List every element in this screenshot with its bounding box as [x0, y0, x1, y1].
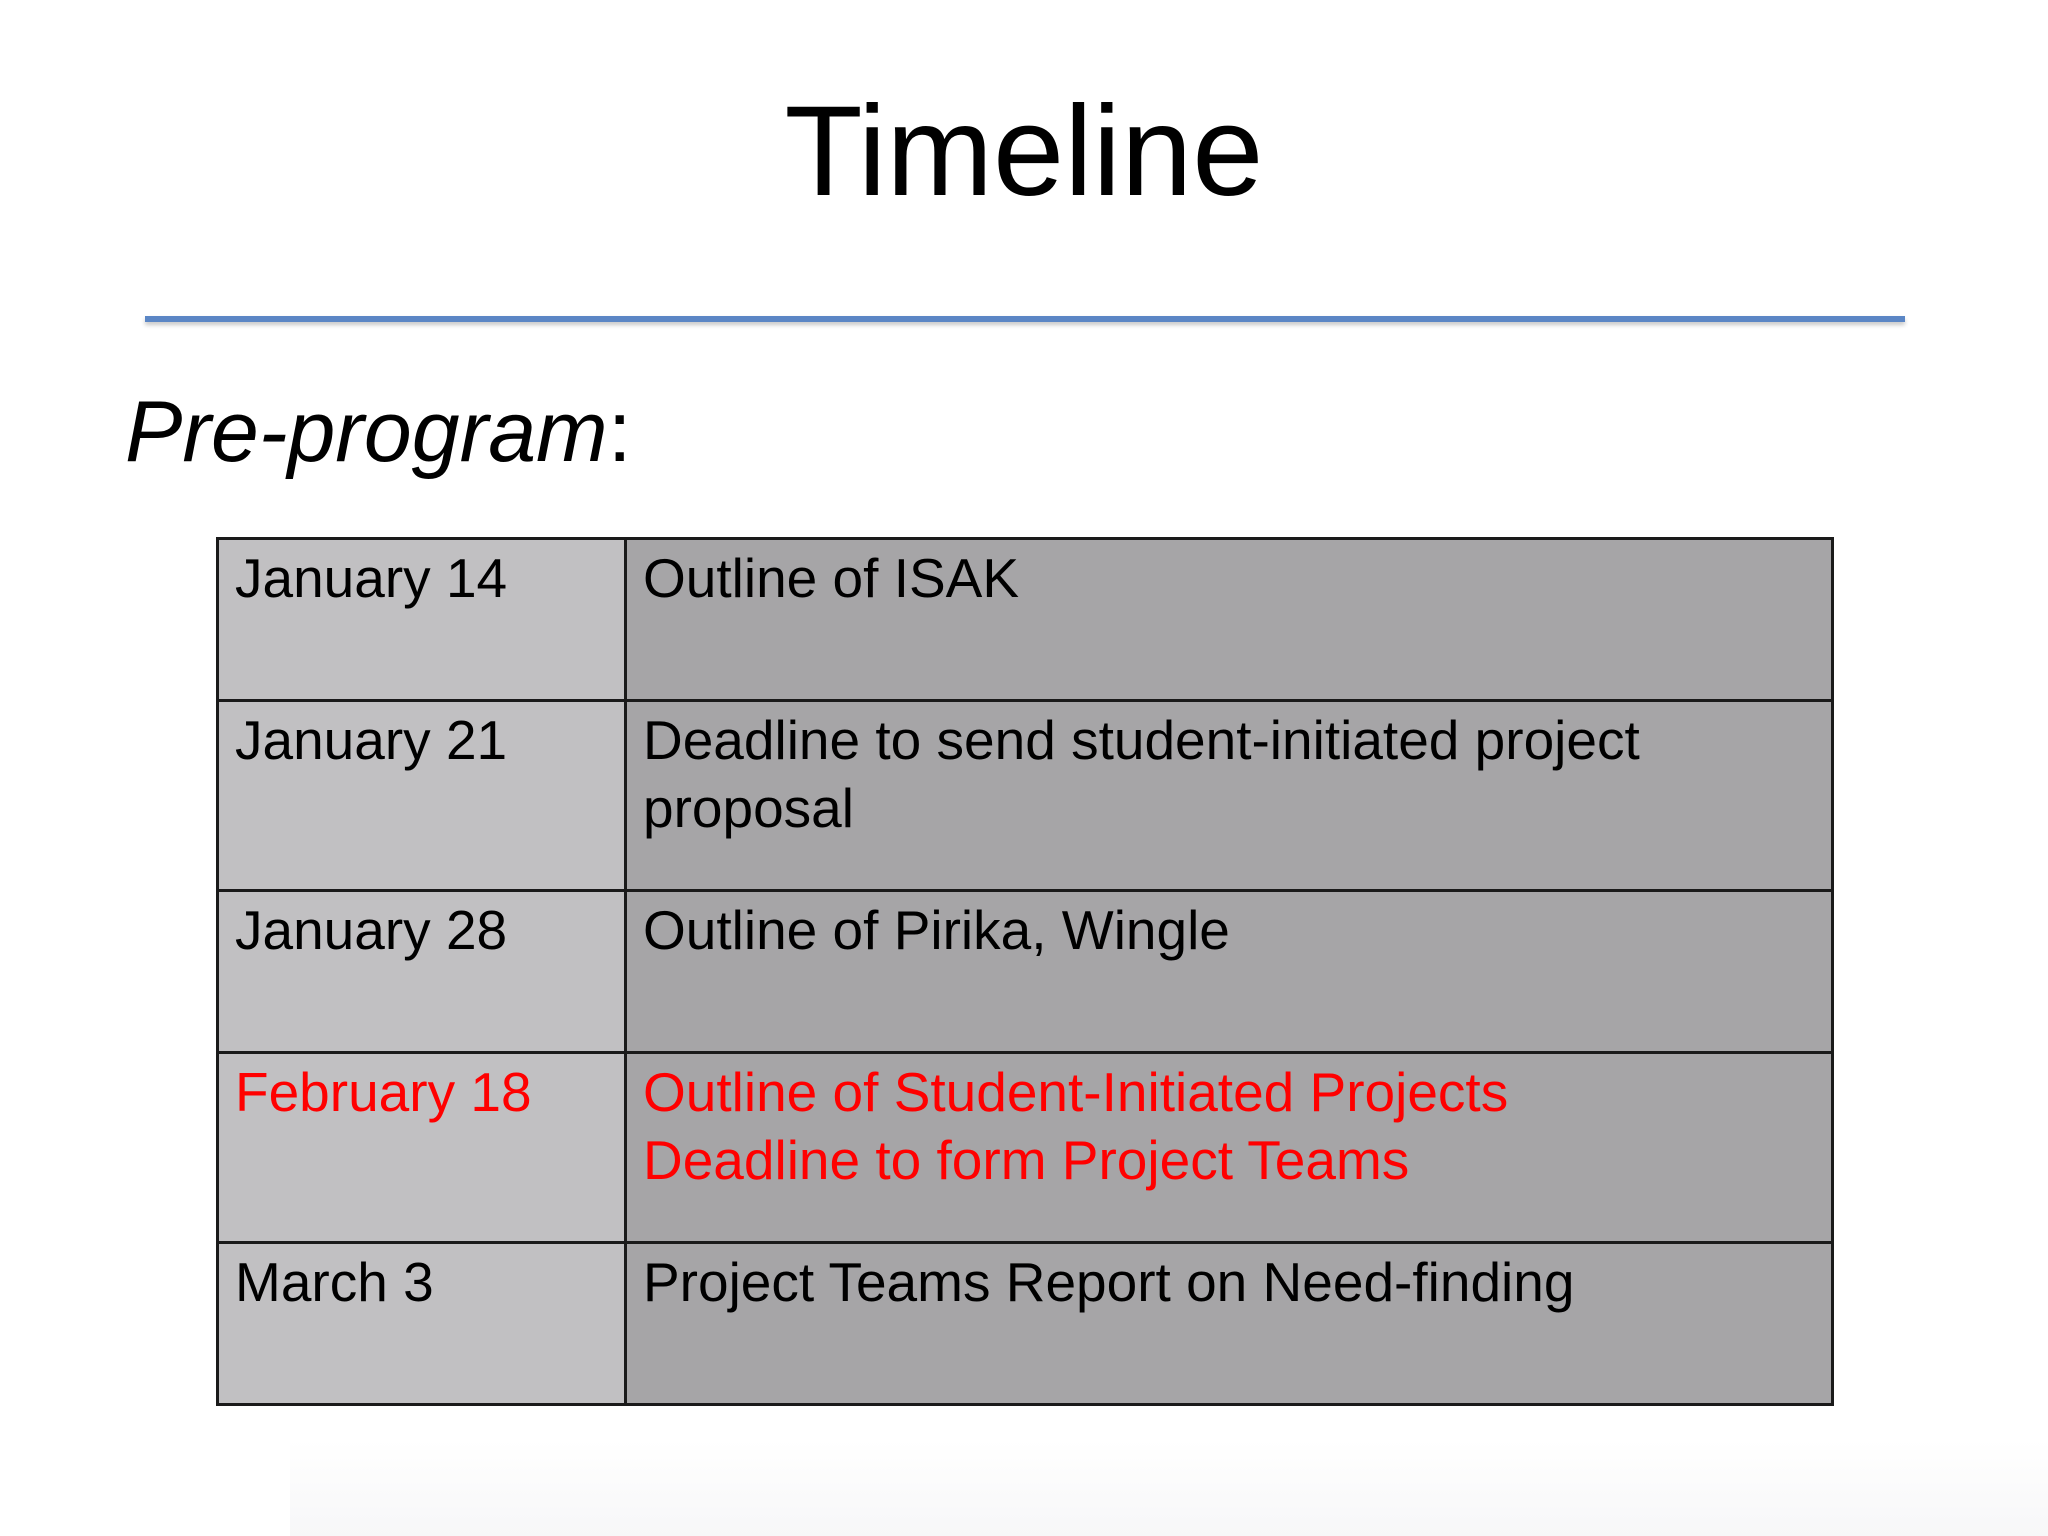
table-row: [218, 1243, 1833, 1405]
title-divider: [145, 316, 1905, 322]
event-text: Outline of ISAK: [643, 547, 1020, 609]
table-row: [218, 891, 1833, 1053]
event-text: Outline of Student-Initiated Projects: [643, 1061, 1509, 1123]
slide-title: Timeline: [784, 80, 1264, 223]
date-cell: January 14: [218, 539, 626, 701]
event-text: Outline of Pirika, Wingle: [643, 899, 1230, 961]
table-row: [218, 539, 1833, 701]
date-cell: January 21: [218, 701, 626, 891]
table-row: [218, 701, 1833, 891]
date-cell: February 18: [218, 1053, 626, 1243]
section-heading: [125, 382, 632, 482]
event-cell: [626, 539, 1833, 701]
event-cell: [626, 891, 1833, 1053]
event-cell: [626, 1053, 1833, 1243]
event-text: Deadline to form Project Teams: [643, 1129, 1410, 1191]
table-row-highlighted: [218, 1053, 1833, 1243]
event-text: Deadline to send student-initiated project proposal: [643, 709, 1640, 839]
event-cell: [626, 1243, 1833, 1405]
section-heading-text: Pre-program: [125, 384, 608, 480]
date-cell: January 28: [218, 891, 626, 1053]
date-cell: March 3: [218, 1243, 626, 1405]
background-shade: [290, 1440, 2048, 1536]
timeline-table: [216, 537, 1834, 1406]
event-cell: [626, 701, 1833, 891]
section-heading-colon: :: [607, 384, 632, 480]
event-text: Project Teams Report on Need-finding: [643, 1251, 1575, 1313]
